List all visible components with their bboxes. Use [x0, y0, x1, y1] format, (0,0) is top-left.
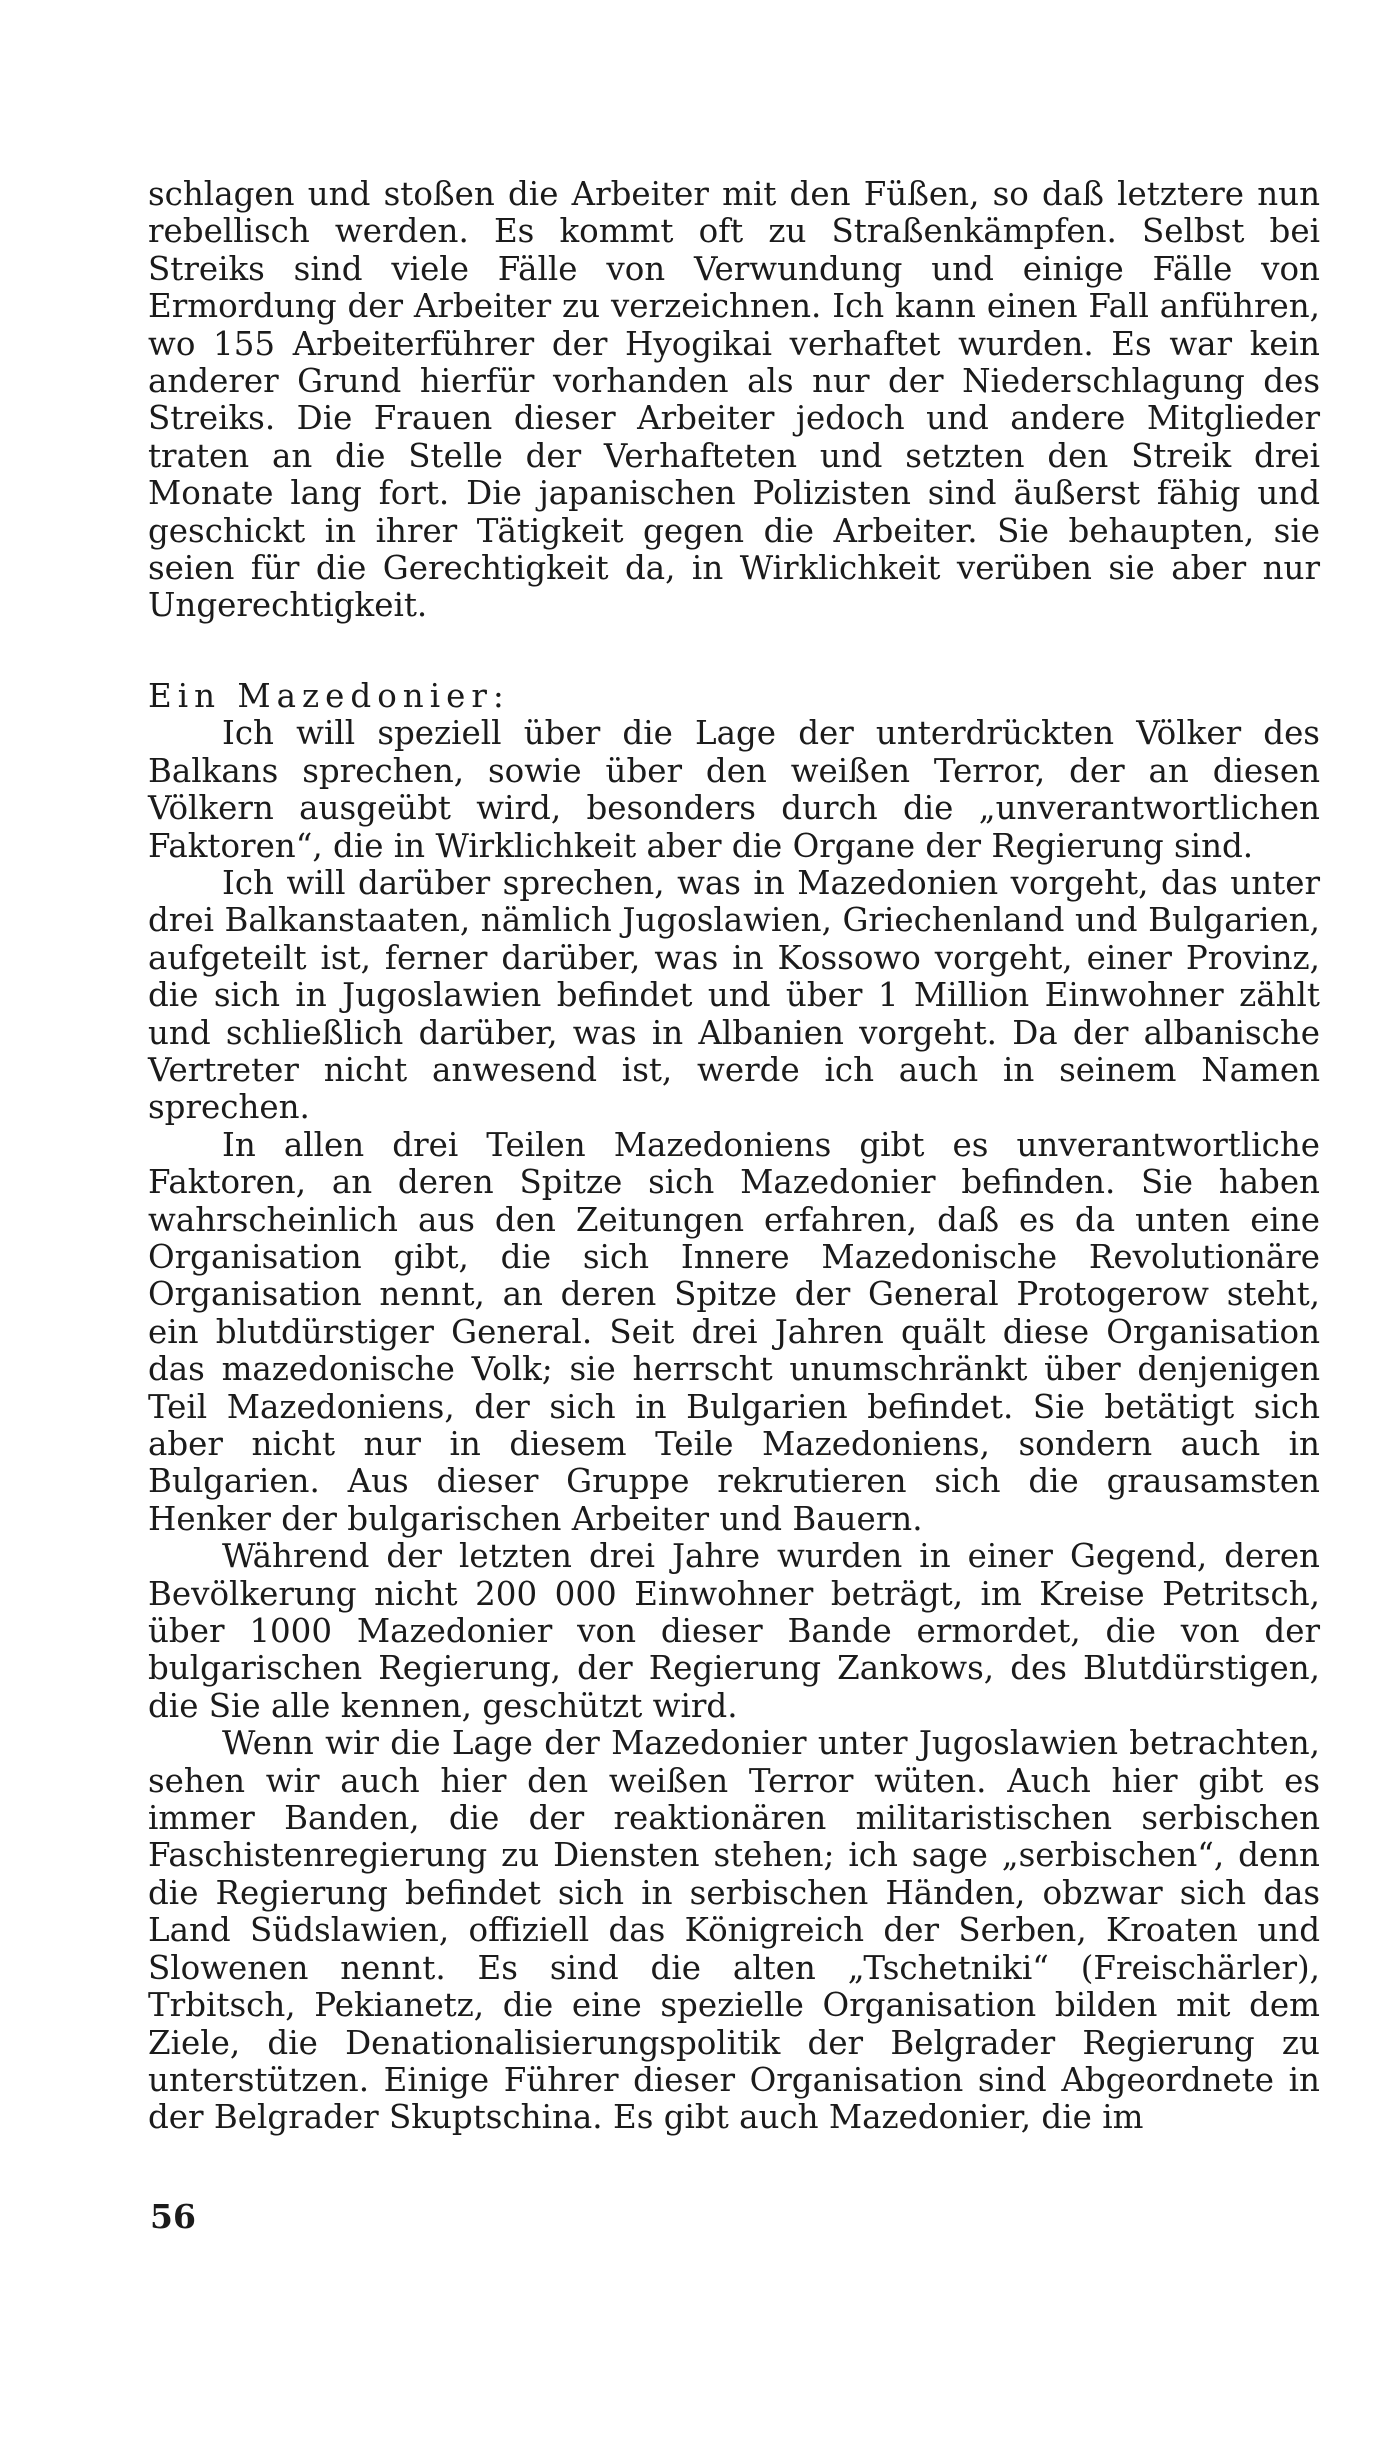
- paragraph: Ich will darüber sprechen, was in Mazedonien vorgeht, das unter drei Balkanstaaten, nämlich Jugoslawien, Griechenland und Bulgarien, aufgeteilt ist, ferner darüber, was in Kossowo vorgeht, einer Provinz, die sich in Jugoslawien befindet und über 1 Million Einwohner zählt und schließlich darüber, was in Albanien vorgeht. Da der albanische Vertreter nicht anwesend ist, werde ich auch in seinem Namen sprechen.: [148, 863, 1320, 1127]
- paragraph: Wenn wir die Lage der Mazedonier unter Jugoslawien betrachten, sehen wir auch hier den weißen Terror wüten. Auch hier gibt es immer Banden, die der reaktionären militaristischen serbischen Faschistenregierung zu Diensten stehen; ich sage „serbischen“, denn die Regierung befindet sich in serbischen Händen, obzwar sich das Land Südslawien, offiziell das Königreich der Serben, Kroaten und Slowenen nennt. Es sind die alten „Tschetniki“ (Freischärler), Trbitsch, Pekianetz, die eine spezielle Organisation bilden mit dem Ziele, die Denationalisierungspolitik der Belgrader Regierung zu unterstützen. Einige Führer dieser Organisation sind Abgeordnete in der Belgrader Skuptschina. Es gibt auch Mazedonier, die im: [148, 1724, 1320, 2137]
- paragraph: Ich will speziell über die Lage der unterdrückten Völker des Balkans sprechen, sowie über den weißen Terror, der an diesen Völkern ausgeübt wird, besonders durch die „unverantwortlichen Faktoren“, die in Wirklichkeit aber die Organe der Regierung sind.: [148, 714, 1320, 865]
- paragraph-continuation: schlagen und stoßen die Arbeiter mit den Füßen, so daß letztere nun rebellisch werden. Es kommt oft zu Straßenkämpfen. Selbst bei Streiks sind viele Fälle von Verwundung und einige Fälle von Ermordung der Arbeiter zu verzeichnen. Ich kann einen Fall anführen, wo 155 Arbeiterführer der Hyogikai verhaftet wurden. Es war kein anderer Grund hierfür vorhanden als nur der Niederschlagung des Streiks. Die Frauen dieser Arbeiter jedoch und andere Mitglieder traten an die Stelle der Verhafteten und setzten den Streik drei Monate lang fort. Die japanischen Polizisten sind äußerst fähig und geschickt in ihrer Tätigkeit gegen die Arbeiter. Sie behaupten, sie seien für die Gerechtigkeit da, in Wirklichkeit verüben sie aber nur Ungerechtigkeit.: [148, 175, 1320, 625]
- paragraph: Während der letzten drei Jahre wurden in einer Gegend, deren Bevölkerung nicht 200 000 Einwohner beträgt, im Kreise Petritsch, über 1000 Mazedonier von dieser Bande ermordet, die von der bulgarischen Regierung, der Regierung Zankows, des Blutdürstigen, die Sie alle kennen, geschützt wird.: [148, 1537, 1320, 1725]
- text-block: [148, 176, 1320, 2137]
- page-body: [148, 176, 1320, 2137]
- page-number: 56: [150, 2197, 196, 2236]
- paragraph: In allen drei Teilen Mazedoniens gibt es unverantwortliche Faktoren, an deren Spitze sich Mazedonier befinden. Sie haben wahrscheinlich aus den Zeitungen erfahren, daß es da unten eine Organisation gibt, die sich Innere Mazedonische Revolutionäre Organisation nennt, an deren Spitze der General Protogerow steht, ein blutdürstiger General. Seit drei Jahren quält diese Organisation das mazedonische Volk; sie herrscht unumschränkt über denjenigen Teil Mazedoniens, der sich in Bulgarien befindet. Sie betätigt sich aber nicht nur in diesem Teile Mazedoniens, sondern auch in Bulgarien. Aus dieser Gruppe rekrutieren sich die grausamsten Henker der bulgarischen Arbeiter und Bauern.: [148, 1125, 1320, 1538]
- speaker-heading: Ein Mazedonier:: [148, 676, 510, 715]
